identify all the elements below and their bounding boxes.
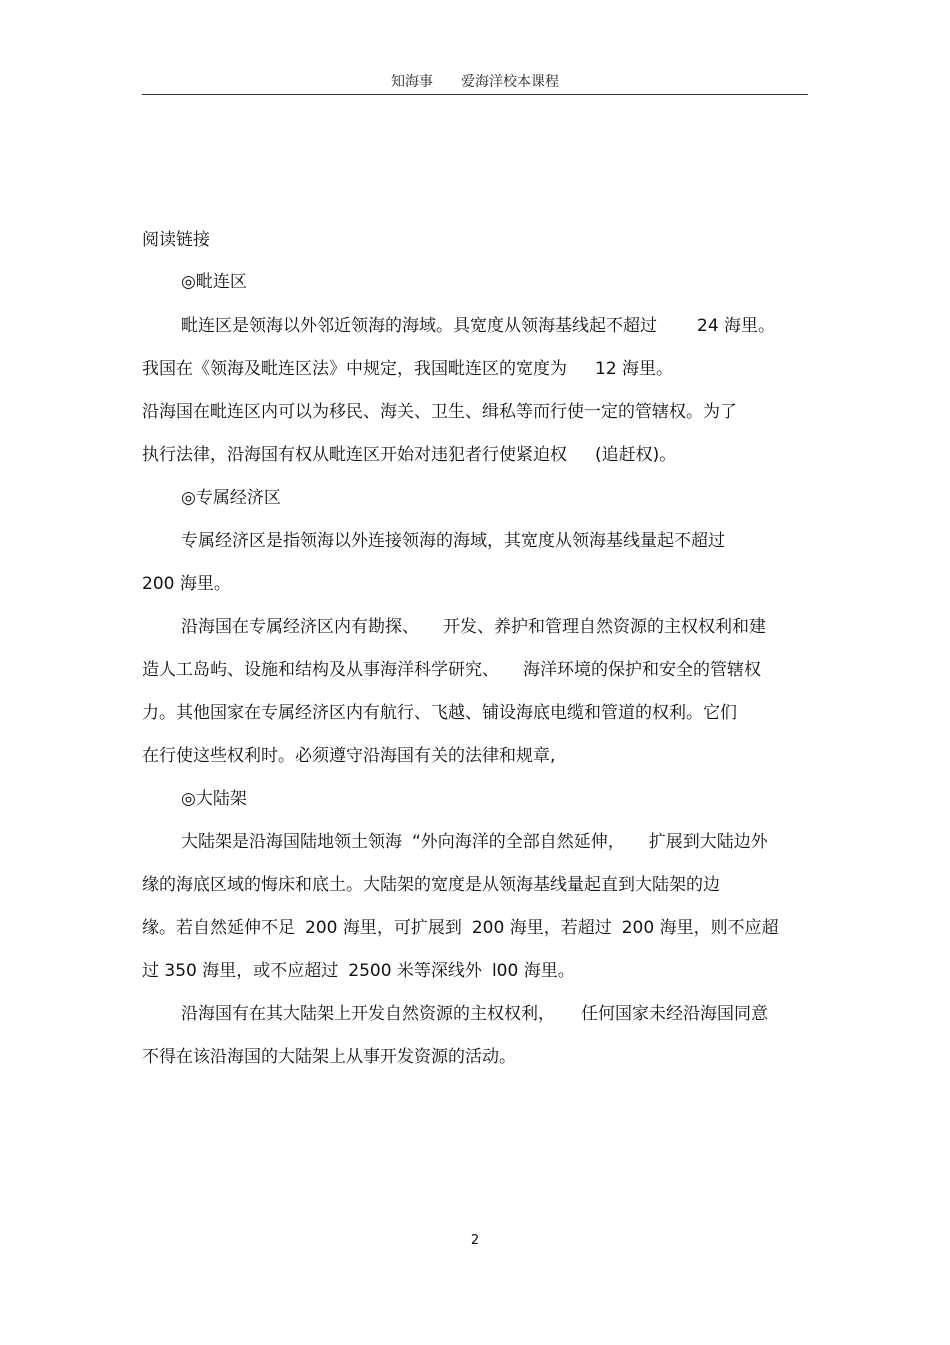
shelf-p1-line-3: 缘。若自然延伸不足 200 海里，可扩展到 200 海里，若超过 200 海里，则不应超 [142, 918, 779, 938]
contiguous-zone-line-2: 我国在《领海及毗连区法》中规定，我国毗连区的宽度为 12 海里。 [142, 359, 674, 379]
page-header [142, 70, 808, 94]
contiguous-zone-line-1: 毗连区是领海以外邻近领海的海域。具宽度从领海基线起不超过 24 海里。 [181, 316, 776, 336]
eez-heading: ◎专属经济区 [181, 488, 281, 508]
header-left-text: 知海事 [391, 74, 433, 90]
header-divider [142, 94, 808, 95]
eez-p2-line-4: 在行使这些权利时。必须遵守沿海国有关的法律和规章, [142, 746, 556, 766]
eez-p1-line-1: 专属经济区是指领海以外连接领海的海域，其宽度从领海基线量起不超过 [181, 531, 725, 551]
section-title: 阅读链接 [142, 230, 210, 250]
shelf-p2-line-1: 沿海国有在其大陆架上开发自然资源的主权权利， 任何国家未经沿海国同意 [181, 1004, 768, 1024]
shelf-p1-line-4: 过 350 海里，或不应超过 2500 米等深线外 l00 海里。 [142, 961, 575, 981]
eez-p2-line-3: 力。其他国家在专属经济区内有航行、飞越、铺设海底电缆和管道的权利。它们 [142, 703, 737, 723]
eez-p2-line-1: 沿海国在专属经济区内有勘探、 开发、养护和管理自然资源的主权权利和建 [181, 617, 766, 637]
shelf-p1-line-1: 大陆架是沿海国陆地领土领海 “外向海洋的全部自然延伸， 扩展到大陆边外 [181, 832, 768, 852]
contiguous-zone-line-4: 执行法律，沿海国有权从毗连区开始对违犯者行使紧迫权 (追赶权)。 [142, 445, 677, 465]
eez-p1-line-2: 200 海里。 [142, 574, 231, 594]
contiguous-zone-line-3: 沿海国在毗连区内可以为移民、海关、卫生、缉私等而行使一定的管辖权。为了 [142, 402, 737, 422]
shelf-heading: ◎大陆架 [181, 789, 247, 809]
page-number: 2 [470, 1233, 480, 1248]
eez-p2-line-2: 造人工岛屿、设施和结构及从事海洋科学研究、 海洋环境的保护和安全的管辖权 [142, 660, 761, 680]
shelf-p2-line-2: 不得在该沿海国的大陆架上从事开发资源的活动。 [142, 1047, 516, 1067]
shelf-p1-line-2: 缘的海底区域的悔床和底土。大陆架的宽度是从领海基线量起直到大陆架的边 [142, 875, 720, 895]
header-right-text: 爱海洋校本课程 [461, 74, 559, 90]
contiguous-zone-heading: ◎毗连区 [181, 272, 247, 292]
